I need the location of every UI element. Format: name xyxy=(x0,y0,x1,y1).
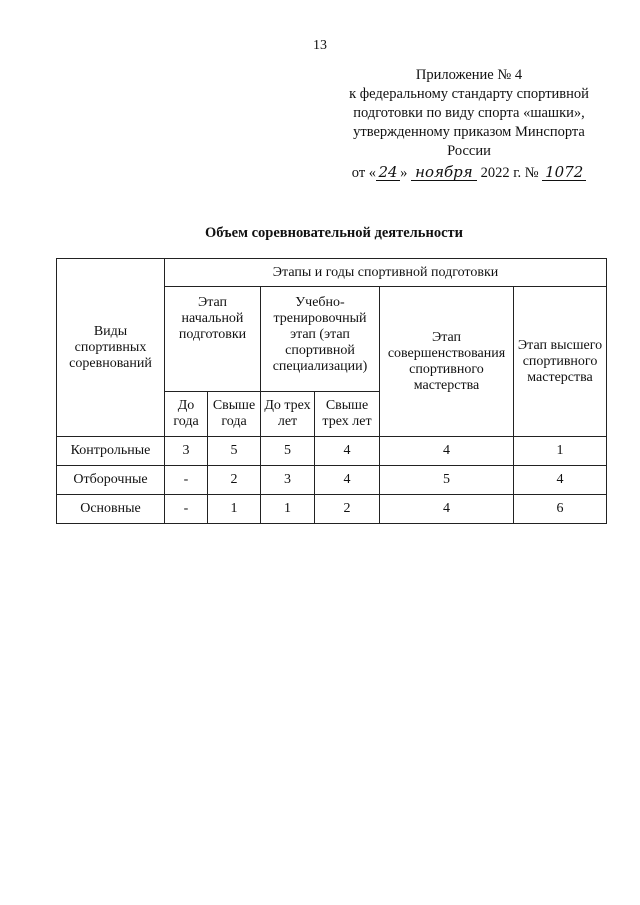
group-header: Этапы и годы спортивной подготовки xyxy=(165,259,607,287)
table-cell: 1 xyxy=(514,437,607,466)
table-cell: 4 xyxy=(380,437,514,466)
year-header: Свыше трех лет xyxy=(315,392,380,437)
table-cell: 4 xyxy=(514,466,607,495)
competition-volume-table xyxy=(56,258,607,524)
table-cell: 4 xyxy=(315,437,380,466)
handwritten-day: 24 xyxy=(376,164,400,181)
table-row xyxy=(57,437,607,466)
row-label: Отборочные xyxy=(57,466,165,495)
appendix-line: России xyxy=(447,143,491,159)
date-prefix: от « xyxy=(351,165,377,181)
date-quote-close: » xyxy=(400,165,408,181)
table-cell: - xyxy=(165,466,208,495)
appendix-line: подготовки по виду спорта «шашки», xyxy=(353,105,585,121)
table-cell: 4 xyxy=(380,495,514,524)
table-cell: 4 xyxy=(315,466,380,495)
stage-header-training: Учебно-тренировочный этап (этап спортивной специализации) xyxy=(261,287,380,392)
corner-header: Виды спортивных соревнований xyxy=(57,259,165,437)
table-cell: 3 xyxy=(261,466,315,495)
table-row xyxy=(57,466,607,495)
appendix-line: Приложение № 4 xyxy=(415,67,523,83)
order-date-line xyxy=(330,164,608,183)
appendix-line: утвержденному приказом Минспорта xyxy=(353,124,585,140)
table-cell: 1 xyxy=(208,495,261,524)
table-cell: 1 xyxy=(261,495,315,524)
appendix-line: к федеральному стандарту спортивной xyxy=(349,86,589,102)
document-title: Объем соревновательной деятельности xyxy=(205,225,463,241)
table-cell: 2 xyxy=(315,495,380,524)
year-header: Свыше года xyxy=(208,392,261,437)
handwritten-order-number: 1072 xyxy=(542,164,586,181)
table-row xyxy=(57,495,607,524)
table-cell: 5 xyxy=(380,466,514,495)
table-cell: - xyxy=(165,495,208,524)
page-number: 13 xyxy=(313,38,327,53)
stage-header-initial: Этап начальной подготовки xyxy=(165,287,261,392)
table-cell: 2 xyxy=(208,466,261,495)
year-header: До трех лет xyxy=(261,392,315,437)
table-cell: 6 xyxy=(514,495,607,524)
table-cell: 5 xyxy=(208,437,261,466)
stage-header-higher: Этап высшего спортивного мастерства xyxy=(514,287,607,437)
stage-header-improvement: Этап совершенствования спортивного мастерства xyxy=(380,287,514,437)
year-header: До года xyxy=(165,392,208,437)
row-label: Основные xyxy=(57,495,165,524)
table-cell: 3 xyxy=(165,437,208,466)
year-text: 2022 г. № xyxy=(480,165,539,181)
appendix-header xyxy=(330,66,608,183)
table-cell: 5 xyxy=(261,437,315,466)
row-label: Контрольные xyxy=(57,437,165,466)
handwritten-month: ноября xyxy=(411,164,477,181)
